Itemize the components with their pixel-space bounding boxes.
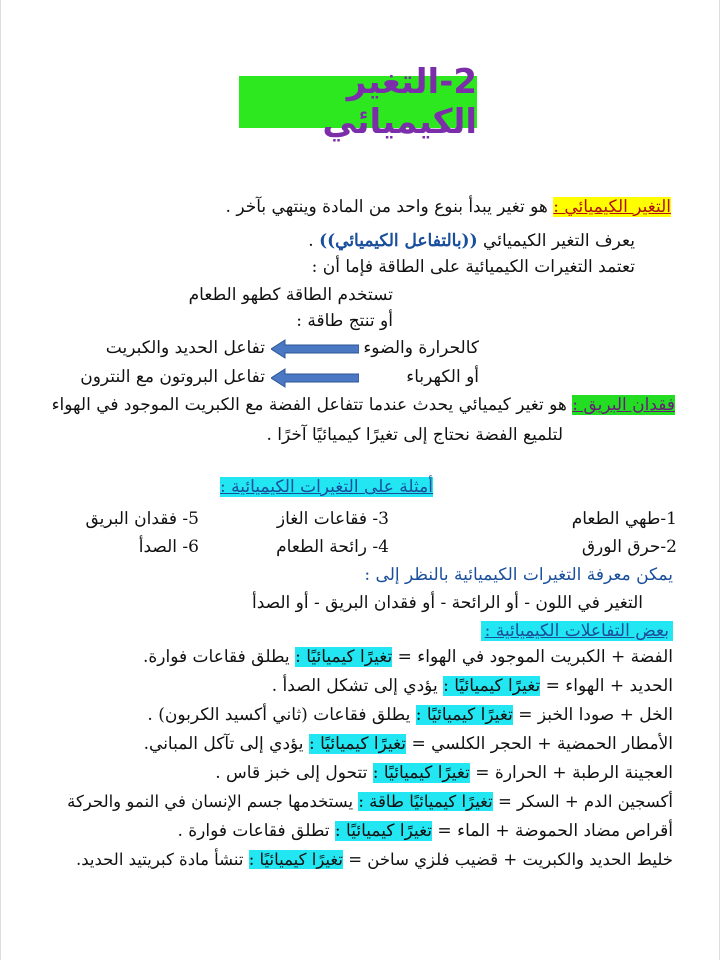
example-item: 5- فقدان البريق (85, 509, 199, 529)
detect-heading: يمكن معرفة التغيرات الكيميائية بالنظر إلى : (364, 565, 673, 585)
chemical-change-label: تغيرًا كيميائيًا : (372, 763, 470, 783)
definition-line (226, 196, 671, 218)
tarnish-term: فقدان البريق : (572, 395, 675, 415)
reaction-row: أقراص مضاد الحموضة + الماء = تغيرًا كيميائيًا : تطلق فقاعات فوارة . (177, 821, 673, 841)
reaction-row: الحديد + الهواء = تغيرًا كيميائيًا : يؤدي إلى تشكل الصدأ . (271, 676, 673, 696)
energy-use: تستخدم الطاقة كطهو الطعام (188, 285, 393, 305)
left-arrow-icon (271, 339, 359, 359)
energy-example-proton: تفاعل البروتون مع النترون (80, 367, 265, 387)
example-item: 2-حرق الورق (581, 537, 677, 557)
chemical-change-label: تغيرًا كيميائيًا : (308, 734, 407, 754)
energy-example-iron: تفاعل الحديد والكبريت (105, 338, 265, 358)
example-item: 4- رائحة الطعام (276, 537, 389, 557)
reaction-row: خليط الحديد والكبريت + قضيب فلزي ساخن = تغيرًا كيميائيًا : تنشأ مادة كبريتيد الحديد. (75, 850, 673, 869)
chemical-change-label: تغيرًا كيميائيًا : (334, 821, 433, 841)
reaction-row: الأمطار الحمضية + الحجر الكلسي = تغيرًا كيميائيًا : يؤدي إلى تآكل المباني. (143, 734, 673, 754)
energy-form-electric: أو الكهرباء (406, 367, 479, 387)
reaction-row: الخل + صودا الخبز = تغيرًا كيميائيًا : يطلق فقاعات (ثاني أكسيد الكربون) . (147, 705, 673, 725)
reaction-term: ((بالتفاعل الكيميائي)) (319, 231, 478, 251)
chemical-change-label: تغيرًا كيميائيًا : (443, 676, 541, 696)
known-as-line: يعرف التغير الكيميائي ((بالتفاعل الكيميائي)) . (308, 231, 635, 251)
chemical-change-label: تغيرًا كيميائيًا : (295, 647, 393, 667)
example-item: 6- الصدأ (138, 537, 199, 557)
tarnish-line: فقدان البريق : هو تغير كيميائي يحدث عندما تتفاعل الفضة مع الكبريت الموجود في الهواء (51, 395, 675, 415)
energy-intro: تعتمد التغيرات الكيميائية على الطاقة فإما أن : (311, 257, 635, 277)
left-arrow-icon (271, 368, 359, 388)
definition-term: التغير الكيميائي : (553, 197, 671, 217)
definition-text: هو تغير يبدأ بنوع واحد من المادة وينتهي بآخر . (225, 197, 554, 217)
chemical-change-label: تغيرًا كيميائيًا طاقة : (358, 792, 493, 811)
examples-heading: أمثلة على التغيرات الكيميائية : (220, 477, 433, 497)
energy-produce: أو تنتج طاقة : (296, 311, 393, 331)
page-title: 2-التغير الكيميائي (239, 76, 477, 128)
reactions-heading: بعض التفاعلات الكيميائية : (481, 620, 673, 642)
reaction-row: العجينة الرطبة + الحرارة = تغيرًا كيميائيًا : تتحول إلى خبز قاس . (215, 763, 673, 783)
example-item: 1-طهي الطعام (571, 509, 677, 529)
example-item: 3- فقاعات الغاز (276, 509, 389, 529)
reaction-row: الفضة + الكبريت الموجود في الهواء = تغيرًا كيميائيًا : يطلق فقاعات فوارة. (142, 647, 673, 667)
chemical-change-label: تغيرًا كيميائيًا : (248, 850, 343, 869)
tarnish-line2: لتلميع الفضة نحتاج إلى تغيرًا كيميائيًا آخرًا . (266, 425, 563, 445)
chemical-change-label: تغيرًا كيميائيًا : (415, 705, 513, 725)
reaction-row: أكسجين الدم + السكر = تغيرًا كيميائيًا طاقة : يستخدمها جسم الإنسان في النمو والحركة (67, 792, 673, 811)
energy-form-heat: كالحرارة والضوء (363, 338, 479, 358)
detect-list: التغير في اللون - أو الرائحة - أو فقدان البريق - أو الصدأ (251, 593, 643, 613)
